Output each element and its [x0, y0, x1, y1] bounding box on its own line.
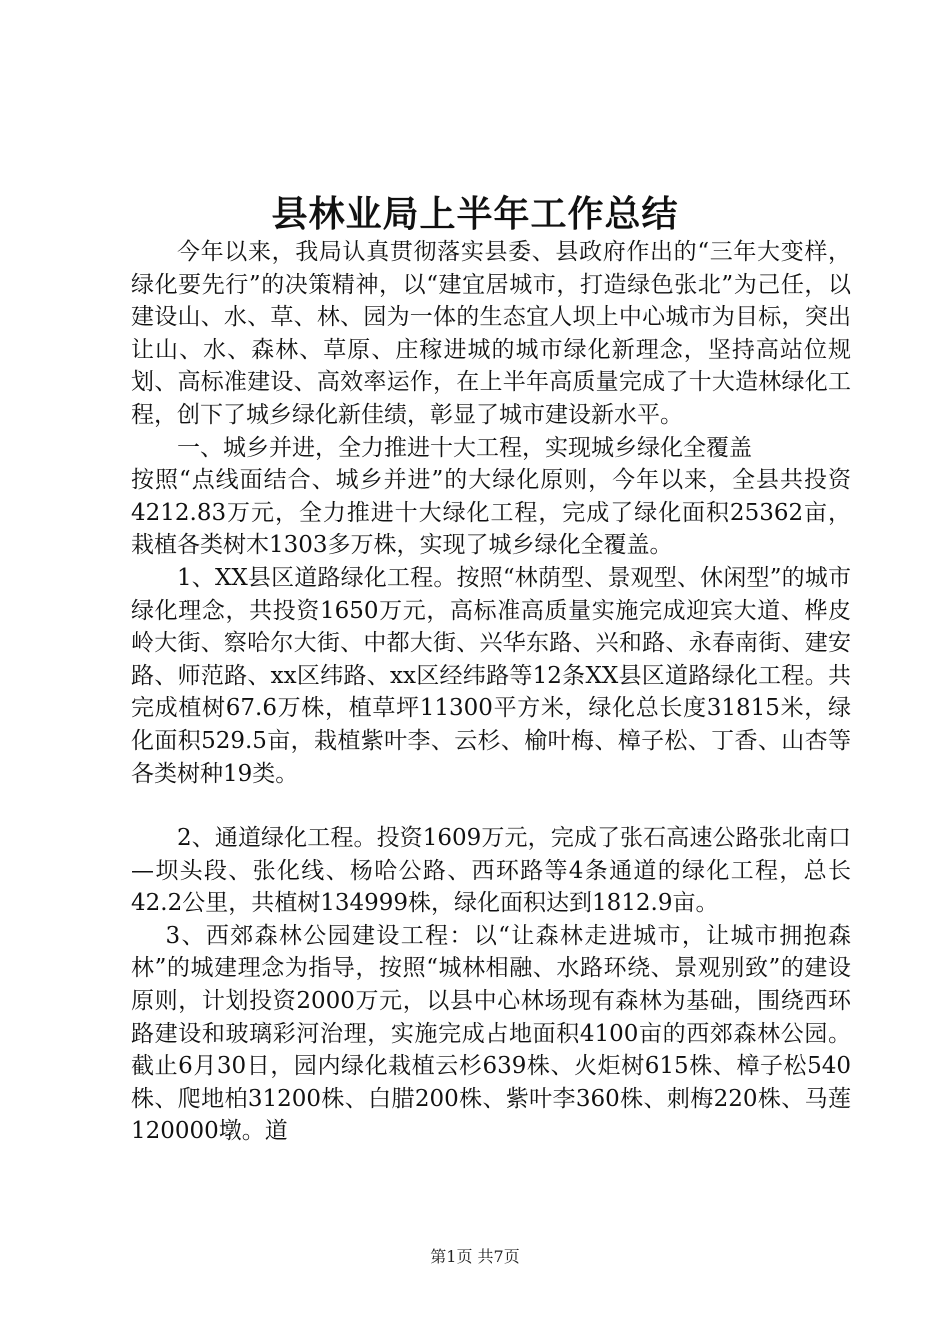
document-title: 县林业局上半年工作总结 [271, 193, 679, 235]
page-footer: 第1页 共7页 [430, 1247, 520, 1266]
paragraph-gap [131, 790, 851, 822]
paragraph-item-1: 1、XX县区道路绿化工程。按照“林荫型、景观型、休闲型”的城市绿化理念，共投资1650万元，高标准高质量实施完成迎宾大道、桦皮岭大街、察哈尔大街、中都大街、兴华东路、兴和路、永春南街、建安路、师范路、xx区纬路、xx区经纬路等12条XX县区道路绿化工程。共完成植树67.6万株，植草坪11300平方米，绿化总长度31815米，绿化面积529.5亩，栽植紫叶李、云杉、榆叶梅、樟子松、丁香、山杏等各类树种19类。 [131, 564, 851, 787]
paragraph-intro: 今年以来，我局认真贯彻落实县委、县政府作出的“三年大变样，绿化要先行”的决策精神，以“建宜居城市，打造绿色张北”为己任，以建设山、水、草、林、园为一体的生态宜人坝上中心城市为目标，突出让山、水、森林、草原、庄稼进城的城市绿化新理念，坚持高站位规划、高标准建设、高效率运作，在上半年高质量完成了十大造林绿化工程，创下了城乡绿化新佳绩，彰显了城市建设新水平。 [131, 239, 851, 428]
section-heading-1: 一、城乡并进，全力推进十大工程，实现城乡绿化全覆盖 [177, 434, 752, 461]
paragraph-item-2: 2、通道绿化工程。投资1609万元，完成了张石高速公路张北南口—坝头段、张化线、杨哈公路、西环路等4条通道的绿化工程，总长42.2公里，共植树134999株，绿化面积达到1812.9亩。 [131, 825, 851, 917]
paragraph-section-1: 按照“点线面结合、城乡并进”的大绿化原则，今年以来，全县共投资4212.83万元，全力推进十大绿化工程，完成了绿化面积25362亩，栽植各类树木1303多万株，实现了城乡绿化全覆盖。 [131, 467, 851, 559]
paragraph-item-3: 3、西郊森林公园建设工程：以“让森林走进城市，让城市拥抱森林”的城建理念为指导，按照“城林相融、水路环绕、景观别致”的建设原则，计划投资2000万元，以县中心林场现有森林为基础，围绕西环路建设和玻璃彩河治理，实施完成占地面积4100亩的西郊森林公园。截止6月30日，园内绿化栽植云杉639株、火炬树615株、樟子松540株、爬地柏31200株、白腊200株、紫叶李360株、刺梅220株、马莲120000墩。道 [131, 922, 851, 1145]
document-body [131, 236, 851, 1148]
